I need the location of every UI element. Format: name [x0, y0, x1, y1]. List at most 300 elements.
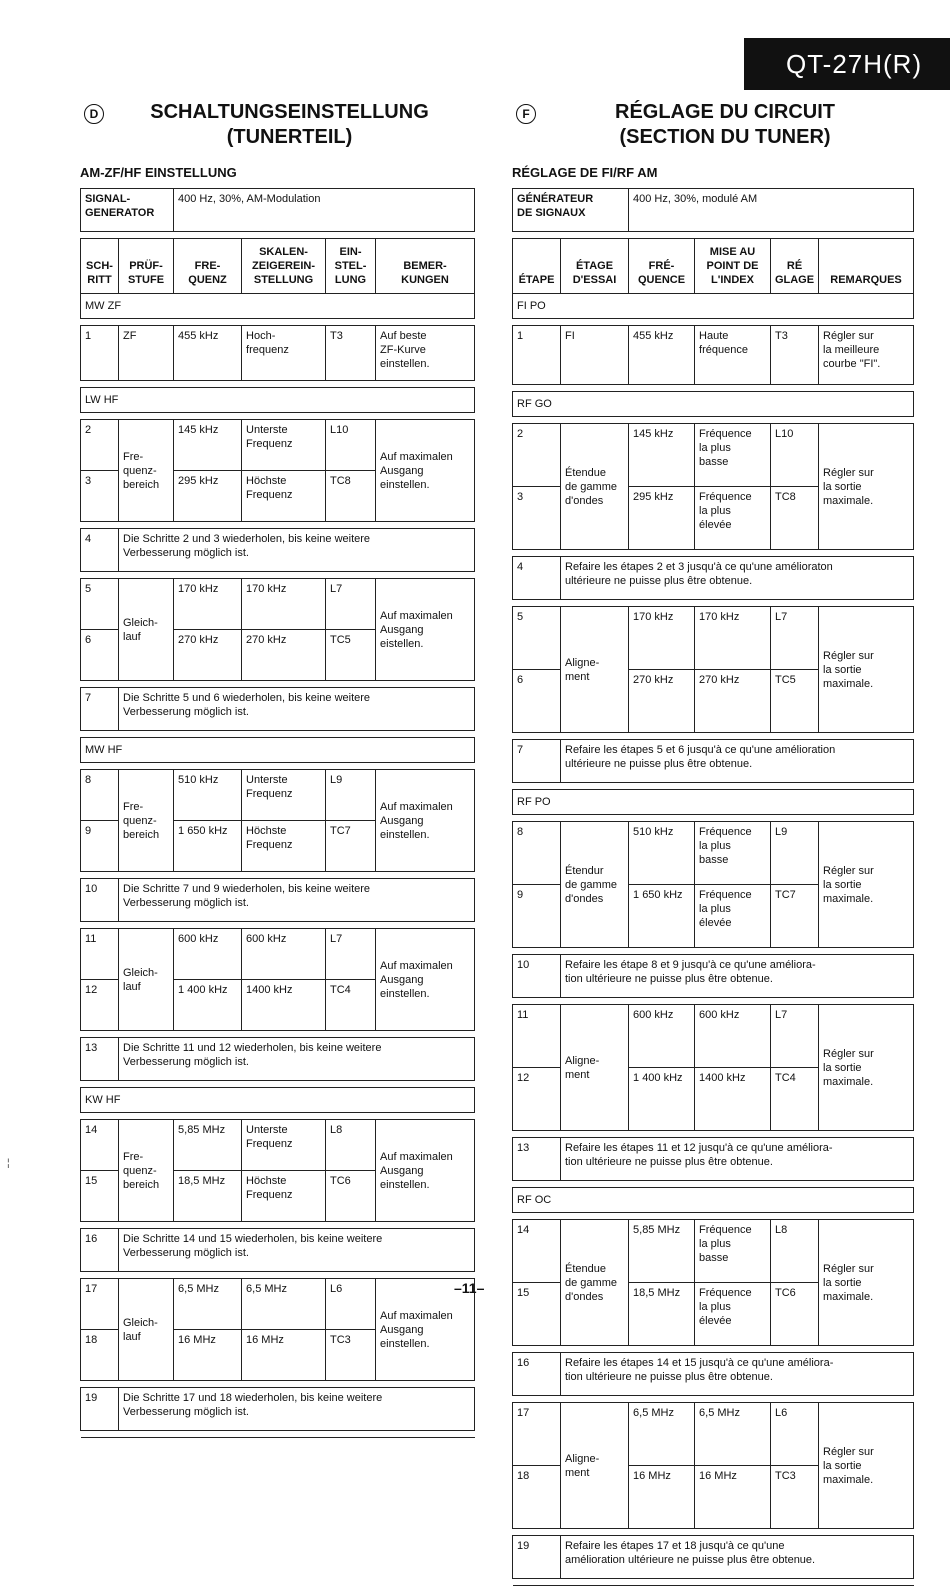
step-number: 16: [81, 1229, 119, 1272]
spacer-row: [513, 1213, 914, 1220]
adjustment: L8: [771, 1220, 819, 1283]
frequency: 5,85 MHz: [174, 1120, 242, 1171]
note-row: [81, 1229, 475, 1272]
spacer-cell: [513, 319, 914, 326]
spacer-row: [513, 1579, 914, 1586]
spacer-row: [81, 872, 475, 879]
spacer-row: [513, 998, 914, 1005]
dial-setting: 600 kHz: [242, 929, 326, 980]
remark: Auf maximalen Ausgang einstellen.: [376, 420, 475, 522]
table-row: [81, 1120, 475, 1171]
spacer-row: [81, 1113, 475, 1120]
frequency: 16 MHz: [629, 1466, 695, 1529]
column-header: ÉTAPE: [513, 239, 561, 294]
spacer-row: [81, 763, 475, 770]
spacer-cell: [513, 550, 914, 557]
spacer-row: [81, 232, 475, 239]
table-cell: FI: [561, 326, 629, 385]
dial-setting: Fréquence la plus élevée: [695, 487, 771, 550]
generator-value: 400 Hz, 30%, modulé AM: [629, 189, 914, 232]
spacer-row: [81, 731, 475, 738]
section-label-mw-hf: MW HF: [81, 738, 475, 763]
frequency: 270 kHz: [174, 630, 242, 681]
frequency: 600 kHz: [174, 929, 242, 980]
spacer-cell: [513, 1529, 914, 1536]
adjustment: L9: [326, 770, 376, 821]
column-header: FRE- QUENZ: [174, 239, 242, 294]
step-number: 3: [81, 471, 119, 522]
note-text: Refaire les étapes 11 et 12 jusqu'à ce qu'une améliora- tion ultérieure ne puisse plus être obtenue.: [561, 1138, 914, 1181]
test-stage: Gleich- lauf: [119, 1279, 174, 1381]
spacer-cell: [81, 1272, 475, 1279]
dial-setting: 270 kHz: [695, 670, 771, 733]
spacer-row: [513, 319, 914, 326]
dial-setting: 16 MHz: [695, 1466, 771, 1529]
generator-row: [81, 189, 475, 232]
table-cell: Régler sur la meilleure courbe "FI".: [819, 326, 914, 385]
spacer-row: [513, 385, 914, 392]
dial-setting: Fréquence la plus basse: [695, 424, 771, 487]
german-title-line1: SCHALTUNGSEINSTELLUNG: [150, 101, 429, 123]
generator-label: GÉNÉRATEUR DE SIGNAUX: [513, 189, 629, 232]
adjustment: L8: [326, 1120, 376, 1171]
spacer-cell: [81, 922, 475, 929]
test-stage: Aligne- ment: [561, 1005, 629, 1131]
column-header: SKALEN- ZEIGEREIN- STELLUNG: [242, 239, 326, 294]
spacer-cell: [81, 1031, 475, 1038]
test-stage: Étendue de gamme d'ondes: [561, 424, 629, 550]
section-row: [81, 738, 475, 763]
spacer-cell: [513, 733, 914, 740]
test-stage: Gleich- lauf: [119, 579, 174, 681]
spacer-cell: [81, 522, 475, 529]
spacer-cell: [513, 1346, 914, 1353]
adjustment: L7: [771, 1005, 819, 1068]
step-number: 13: [81, 1038, 119, 1081]
step-number: 14: [81, 1120, 119, 1171]
model-badge: QT-27H(R): [744, 38, 950, 90]
spacer-cell: [81, 1431, 475, 1438]
step-number: 18: [513, 1466, 561, 1529]
spacer-row: [81, 319, 475, 326]
column-header: EIN- STEL- LUNG: [326, 239, 376, 294]
remark: Régler sur la sortie maximale.: [819, 1403, 914, 1529]
dial-setting: 600 kHz: [695, 1005, 771, 1068]
step-number: 18: [81, 1330, 119, 1381]
table-cell: Auf beste ZF-Kurve einstellen.: [376, 326, 475, 381]
circled-letter-d: D: [84, 104, 104, 124]
spacer-cell: [513, 232, 914, 239]
spacer-cell: [81, 1113, 475, 1120]
spacer-cell: [81, 681, 475, 688]
frequency: 270 kHz: [629, 670, 695, 733]
step-number: 8: [513, 822, 561, 885]
table-cell: Haute fréquence: [695, 326, 771, 385]
section-label-kw-hf: KW HF: [81, 1088, 475, 1113]
spacer-row: [513, 783, 914, 790]
dial-setting: Höchste Frequenz: [242, 821, 326, 872]
spacer-row: [81, 1081, 475, 1088]
table-row: [513, 1220, 914, 1283]
test-stage: Aligne- ment: [561, 1403, 629, 1529]
column-header: FRÉ- QUENCE: [629, 239, 695, 294]
column-header: REMARQUES: [819, 239, 914, 294]
step-number: 6: [513, 670, 561, 733]
frequency: 18,5 MHz: [629, 1283, 695, 1346]
adjustment: TC3: [771, 1466, 819, 1529]
adjustment: TC5: [771, 670, 819, 733]
note-row: [81, 1388, 475, 1431]
spacer-cell: [513, 1213, 914, 1220]
dial-setting: Höchste Frequenz: [242, 471, 326, 522]
table-row: [81, 770, 475, 821]
table-cell: T3: [326, 326, 376, 381]
step-number: 10: [81, 879, 119, 922]
spacer-cell: [513, 417, 914, 424]
adjustment: TC4: [771, 1068, 819, 1131]
note-text: Die Schritte 14 und 15 wiederholen, bis keine weitere Verbesserung möglich ist.: [119, 1229, 475, 1272]
step-number: 12: [513, 1068, 561, 1131]
circled-letter-f: F: [516, 104, 536, 124]
dial-setting: Fréquence la plus élevée: [695, 1283, 771, 1346]
spacer-cell: [513, 600, 914, 607]
spacer-cell: [513, 1396, 914, 1403]
step-number: 17: [513, 1403, 561, 1466]
dial-setting: Höchste Frequenz: [242, 1171, 326, 1222]
spacer-row: [81, 681, 475, 688]
spacer-cell: [513, 1131, 914, 1138]
table-cell: T3: [771, 326, 819, 385]
step-number: 3: [513, 487, 561, 550]
spacer-cell: [513, 998, 914, 1005]
step-number: 7: [81, 688, 119, 731]
note-row: [513, 1353, 914, 1396]
spacer-cell: [81, 872, 475, 879]
generator-row: [513, 189, 914, 232]
spacer-row: [81, 572, 475, 579]
section-row: [513, 392, 914, 417]
remark: Auf maximalen Ausgang einstellen.: [376, 770, 475, 872]
adjustment: L10: [326, 420, 376, 471]
generator-label: SIGNAL- GENERATOR: [81, 189, 174, 232]
step-number: 2: [513, 424, 561, 487]
german-title: [104, 100, 475, 150]
note-text: Refaire les étapes 14 et 15 jusqu'à ce qu'une améliora- tion ultérieure ne puisse plus être obtenue.: [561, 1353, 914, 1396]
french-table: [512, 188, 914, 1586]
frequency: 600 kHz: [629, 1005, 695, 1068]
spacer-cell: [81, 413, 475, 420]
step-number: 15: [81, 1171, 119, 1222]
spacer-cell: [81, 763, 475, 770]
note-text: Die Schritte 11 und 12 wiederholen, bis keine weitere Verbesserung möglich ist.: [119, 1038, 475, 1081]
spacer-row: [513, 1131, 914, 1138]
spacer-cell: [513, 948, 914, 955]
note-row: [513, 1138, 914, 1181]
adjustment: L10: [771, 424, 819, 487]
step-number: 11: [81, 929, 119, 980]
table-cell: ZF: [119, 326, 174, 381]
spacer-row: [513, 232, 914, 239]
spacer-cell: [81, 381, 475, 388]
section-label-lw-hf: LW HF: [81, 388, 475, 413]
step-number: 5: [81, 579, 119, 630]
spacer-row: [81, 413, 475, 420]
spacer-row: [81, 922, 475, 929]
adjustment: TC6: [771, 1283, 819, 1346]
adjustment: L7: [326, 579, 376, 630]
spacer-row: [513, 733, 914, 740]
german-heading: [80, 100, 475, 152]
spacer-row: [513, 1396, 914, 1403]
adjustment: L6: [326, 1279, 376, 1330]
spacer-cell: [513, 815, 914, 822]
frequency: 170 kHz: [629, 607, 695, 670]
spacer-row: [81, 1431, 475, 1438]
spacer-row: [81, 1272, 475, 1279]
spacer-cell: [81, 1381, 475, 1388]
spacer-cell: [81, 1081, 475, 1088]
spacer-row: [513, 550, 914, 557]
dial-setting: 6,5 MHz: [242, 1279, 326, 1330]
section-label-mw-zf: MW ZF: [81, 294, 475, 319]
step-number: 5: [513, 607, 561, 670]
spacer-row: [513, 1529, 914, 1536]
step-number: 14: [513, 1220, 561, 1283]
step-number: 12: [81, 980, 119, 1031]
dial-setting: 6,5 MHz: [695, 1403, 771, 1466]
adjustment: TC5: [326, 630, 376, 681]
table-row: [81, 579, 475, 630]
table-cell: 1: [513, 326, 561, 385]
frequency: 510 kHz: [174, 770, 242, 821]
dial-setting: Fréquence la plus basse: [695, 1220, 771, 1283]
spacer-row: [81, 1222, 475, 1229]
adjustment: TC4: [326, 980, 376, 1031]
spacer-cell: [81, 572, 475, 579]
spacer-row: [513, 815, 914, 822]
frequency: 170 kHz: [174, 579, 242, 630]
step-number: 8: [81, 770, 119, 821]
test-stage: Aligne- ment: [561, 607, 629, 733]
spacer-row: [513, 1346, 914, 1353]
dial-setting: 1400 kHz: [242, 980, 326, 1031]
step-number: 9: [81, 821, 119, 872]
spacer-cell: [81, 232, 475, 239]
remark: Régler sur la sortie maximale.: [819, 1220, 914, 1346]
spacer-row: [513, 1181, 914, 1188]
step-number: 16: [513, 1353, 561, 1396]
frequency: 1 400 kHz: [174, 980, 242, 1031]
dial-setting: Unterste Frequenz: [242, 1120, 326, 1171]
dial-setting: 270 kHz: [242, 630, 326, 681]
step-number: 4: [513, 557, 561, 600]
step-number: 6: [81, 630, 119, 681]
column-header: MISE AU POINT DE L'INDEX: [695, 239, 771, 294]
test-stage: Fre- quenz- bereich: [119, 1120, 174, 1222]
dial-setting: Fréquence la plus basse: [695, 822, 771, 885]
note-text: Refaire les étapes 2 et 3 jusqu'à ce qu'une amélioraton ultérieure ne puisse plus être obtenue.: [561, 557, 914, 600]
spacer-cell: [81, 1222, 475, 1229]
margin-mark: ¦: [7, 1158, 10, 1169]
frequency: 145 kHz: [629, 424, 695, 487]
table-row: [513, 1005, 914, 1068]
adjustment: TC6: [326, 1171, 376, 1222]
spacer-row: [81, 522, 475, 529]
step-number: 2: [81, 420, 119, 471]
header-row: [81, 239, 475, 294]
adjustment: TC3: [326, 1330, 376, 1381]
step-number: 10: [513, 955, 561, 998]
column-header: ÉTAGE D'ESSAI: [561, 239, 629, 294]
note-text: Refaire les étapes 17 et 18 jusqu'à ce qu'une amélioration ultérieure ne puisse plus être obtenue.: [561, 1536, 914, 1579]
note-text: Die Schritte 17 und 18 wiederholen, bis keine weitere Verbesserung möglich ist.: [119, 1388, 475, 1431]
frequency: 295 kHz: [174, 471, 242, 522]
dial-setting: 1400 kHz: [695, 1068, 771, 1131]
note-text: Die Schritte 2 und 3 wiederholen, bis keine weitere Verbesserung möglich ist.: [119, 529, 475, 572]
note-row: [513, 955, 914, 998]
frequency: 145 kHz: [174, 420, 242, 471]
spacer-cell: [513, 385, 914, 392]
header-row: [513, 239, 914, 294]
french-title-line1: RÉGLAGE DU CIRCUIT: [615, 101, 835, 123]
french-title-line2: (SECTION DU TUNER): [619, 126, 831, 148]
frequency: 18,5 MHz: [174, 1171, 242, 1222]
remark: Auf maximalen Ausgang einstellen.: [376, 929, 475, 1031]
spacer-cell: [513, 783, 914, 790]
table-row: [81, 929, 475, 980]
test-stage: Étendur de gamme d'ondes: [561, 822, 629, 948]
spacer-row: [81, 1381, 475, 1388]
adjustment: TC8: [326, 471, 376, 522]
test-stage: Fre- quenz- bereich: [119, 420, 174, 522]
test-stage: Gleich- lauf: [119, 929, 174, 1031]
section-row: [513, 790, 914, 815]
note-row: [81, 529, 475, 572]
frequency: 6,5 MHz: [174, 1279, 242, 1330]
frequency: 16 MHz: [174, 1330, 242, 1381]
spacer-cell: [513, 1181, 914, 1188]
remark: Régler sur la sortie maximale.: [819, 822, 914, 948]
german-subtitle: AM-ZF/HF EINSTELLUNG: [80, 165, 237, 180]
dial-setting: 170 kHz: [242, 579, 326, 630]
table-row: [81, 420, 475, 471]
step-number: 7: [513, 740, 561, 783]
frequency: 1 400 kHz: [629, 1068, 695, 1131]
step-number: 11: [513, 1005, 561, 1068]
note-row: [81, 688, 475, 731]
test-stage: Fre- quenz- bereich: [119, 770, 174, 872]
note-text: Die Schritte 7 und 9 wiederholen, bis keine weitere Verbesserung möglich ist.: [119, 879, 475, 922]
table-row: [513, 424, 914, 487]
adjustment: L7: [771, 607, 819, 670]
step-number: 15: [513, 1283, 561, 1346]
page-number: –11–: [454, 1280, 485, 1296]
table-row: [513, 1403, 914, 1466]
adjustment: TC7: [771, 885, 819, 948]
remark: Auf maximalen Ausgang einstellen.: [376, 1279, 475, 1381]
column-header: SCH- RITT: [81, 239, 119, 294]
section-row: [513, 294, 914, 319]
table-cell: 455 kHz: [629, 326, 695, 385]
frequency: 6,5 MHz: [629, 1403, 695, 1466]
frequency: 295 kHz: [629, 487, 695, 550]
table-cell: 1: [81, 326, 119, 381]
table-cell: Hoch- frequenz: [242, 326, 326, 381]
test-stage: Étendue de gamme d'ondes: [561, 1220, 629, 1346]
remark: Régler sur la sortie maximale.: [819, 1005, 914, 1131]
adjustment: TC7: [326, 821, 376, 872]
section-label-rf-po: RF PO: [513, 790, 914, 815]
step-number: 19: [513, 1536, 561, 1579]
note-row: [513, 1536, 914, 1579]
step-number: 9: [513, 885, 561, 948]
section-label-fi-po: FI PO: [513, 294, 914, 319]
step-number: 17: [81, 1279, 119, 1330]
note-text: Refaire les étape 8 et 9 jusqu'à ce qu'une améliora- tion ultérieure ne puisse plus être obtenue.: [561, 955, 914, 998]
section-row: [81, 1088, 475, 1113]
spacer-row: [513, 417, 914, 424]
german-table: [80, 188, 475, 1438]
column-header: BEMER- KUNGEN: [376, 239, 475, 294]
note-row: [513, 740, 914, 783]
adjustment: L6: [771, 1403, 819, 1466]
spacer-cell: [81, 319, 475, 326]
remark: Auf maximalen Ausgang einstellen.: [376, 1120, 475, 1222]
step-number: 13: [513, 1138, 561, 1181]
dial-setting: 16 MHz: [242, 1330, 326, 1381]
dial-setting: Unterste Frequenz: [242, 770, 326, 821]
note-row: [513, 557, 914, 600]
remark: Régler sur la sortie maximale.: [819, 424, 914, 550]
note-row: [81, 1038, 475, 1081]
column-header: RÉ GLAGE: [771, 239, 819, 294]
spacer-row: [81, 381, 475, 388]
french-heading: [512, 100, 914, 152]
dial-setting: Fréquence la plus élevée: [695, 885, 771, 948]
french-title: [536, 100, 914, 150]
section-row: [513, 1188, 914, 1213]
section-row: [81, 294, 475, 319]
generator-value: 400 Hz, 30%, AM-Modulation: [174, 189, 475, 232]
table-row: [81, 1279, 475, 1330]
table-row: [81, 326, 475, 381]
frequency: 5,85 MHz: [629, 1220, 695, 1283]
step-number: 19: [81, 1388, 119, 1431]
adjustment: L9: [771, 822, 819, 885]
spacer-row: [513, 600, 914, 607]
frequency: 510 kHz: [629, 822, 695, 885]
step-number: 4: [81, 529, 119, 572]
note-text: Die Schritte 5 und 6 wiederholen, bis keine weitere Verbesserung möglich ist.: [119, 688, 475, 731]
note-row: [81, 879, 475, 922]
table-row: [513, 326, 914, 385]
french-subtitle: RÉGLAGE DE FI/RF AM: [512, 165, 658, 180]
spacer-row: [81, 1031, 475, 1038]
adjustment: L7: [326, 929, 376, 980]
dial-setting: 170 kHz: [695, 607, 771, 670]
section-label-rf-oc: RF OC: [513, 1188, 914, 1213]
german-title-line2: (TUNERTEIL): [226, 126, 353, 148]
spacer-row: [513, 948, 914, 955]
table-row: [513, 822, 914, 885]
section-label-rf-go: RF GO: [513, 392, 914, 417]
spacer-cell: [513, 1579, 914, 1586]
section-row: [81, 388, 475, 413]
adjustment: TC8: [771, 487, 819, 550]
table-cell: 455 kHz: [174, 326, 242, 381]
table-row: [513, 607, 914, 670]
frequency: 1 650 kHz: [629, 885, 695, 948]
